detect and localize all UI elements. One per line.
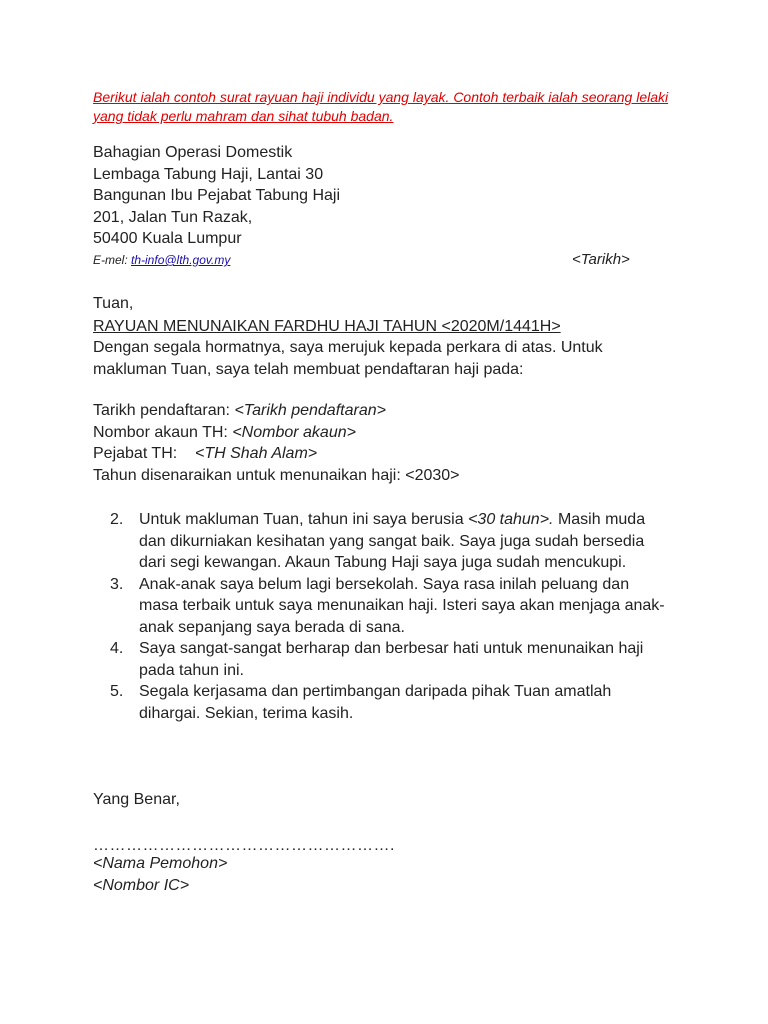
email-row [93,253,653,271]
ic-number-placeholder: <Nombor IC> [93,876,190,894]
account-number-value: <Nombor akaun> [232,423,356,441]
address-line: Lembaga Tabung Haji, Lantai 30 [93,165,324,183]
registration-date-value: <Tarikh pendaftaran> [234,402,386,419]
office-row [93,443,460,465]
list-item [110,638,670,681]
list-number: 5. [110,683,124,700]
recipient-address [93,142,340,250]
address-line: 201, Jalan Tun Razak, [93,208,253,226]
letter-subject: RAYUAN MENUNAIKAN FARDHU HAJI TAHUN <2020M/1441H> [93,318,561,335]
signature-line: ………………………………………………. [93,837,395,854]
point-text: Masih muda dan dikurniakan kesihatan yang sangat baik. Saya juga sudah bersedia dari segi kewangan. Akaun Tabung Haji saya juga sudah mencukupi. [139,511,646,571]
registration-details [93,400,460,486]
salutation: Tuan, [93,295,134,312]
point-text: Anak-anak saya belum lagi bersekolah. Saya rasa inilah peluang dan masa terbaik untuk saya menunaikan haji. Isteri saya akan menjaga anak-anak sepanjang saya berada di sana. [139,575,665,636]
signature-block [93,853,227,896]
list-number: 4. [110,640,124,657]
numbered-points [110,509,670,724]
point-text: Saya sangat-sangat berharap dan berbesar hati untuk menunaikan haji pada tahun ini. [139,640,644,679]
listed-year-label: Tahun disenaraikan untuk menunaikan haji: [93,466,401,484]
listed-year-row [93,465,460,487]
point-text: Untuk makluman Tuan, tahun ini saya berusia [139,511,469,528]
email-label: E-mel: [93,253,128,267]
list-item [110,574,670,639]
applicant-name-placeholder: <Nama Pemohon> [93,855,228,872]
list-number: 2. [110,511,124,528]
address-line: 50400 Kuala Lumpur [93,230,242,247]
address-line: Bahagian Operasi Domestik [93,144,293,161]
office-label: Pejabat TH: [93,445,178,462]
list-number: 3. [110,575,124,593]
account-number-row [93,422,460,444]
instruction-note: Berikut ialah contoh surat rayuan haji individu yang layak. Contoh terbaik ialah seorang lelaki yang tidak perlu mahram dan sihat tubuh badan. [93,89,669,124]
account-number-label: Nombor akaun TH: [93,423,228,441]
registration-date-label: Tarikh pendaftaran: [93,402,230,419]
intro-paragraph: Dengan segala hormatnya, saya merujuk kepada perkara di atas. Untuk makluman Tuan, saya telah membuat pendaftaran haji pada: [93,339,603,378]
list-item [110,681,670,724]
list-item [110,509,670,574]
date-placeholder: <Tarikh> [572,251,630,268]
closing-line: Yang Benar, [93,791,180,808]
point-text: Segala kerjasama dan pertimbangan daripada pihak Tuan amatlah dihargai. Sekian, terima kasih. [139,683,612,722]
address-line: Bangunan Ibu Pejabat Tabung Haji [93,187,341,204]
age-placeholder: <30 tahun>. [468,511,554,528]
registration-date-row [93,400,460,422]
email-link[interactable]: th-info@lth.gov.my [131,253,231,267]
office-value: <TH Shah Alam> [194,445,318,462]
listed-year-value: <2030> [405,466,460,484]
